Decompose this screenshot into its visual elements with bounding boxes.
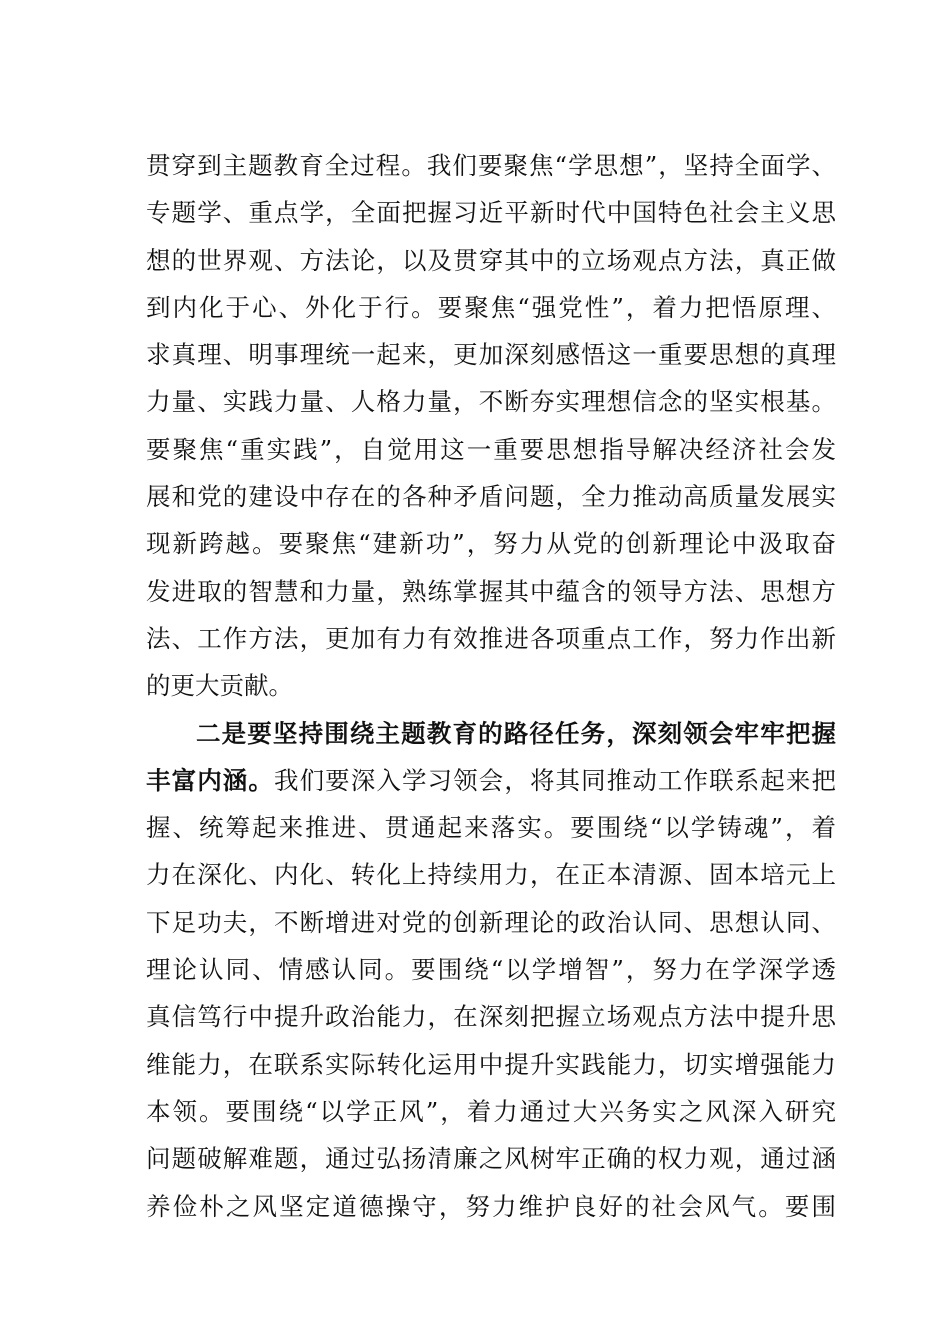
text-line: 真信笃行中提升政治能力，在深刻把握立场观点方法中提升思	[146, 1002, 836, 1032]
text-line: 养俭朴之风坚定道德操守，努力维护良好的社会风气。要围	[146, 1191, 836, 1221]
text-line: 贯穿到主题教育全过程。我们要聚焦“学思想”，坚持全面学、	[146, 151, 836, 180]
paragraph-heading	[146, 710, 836, 757]
text-line: 求真理、明事理统一起来，更加深刻感悟这一重要思想的真理	[146, 340, 836, 370]
text-line: 专题学、重点学，全面把握习近平新时代中国特色社会主义思	[146, 198, 836, 228]
text-line: 握、统筹起来推进、贯通起来落实。要围绕“以学铸魂”，着	[146, 813, 836, 843]
text-line: 力量、实践力量、人格力量，不断夯实理想信念的坚实根基。	[146, 387, 836, 417]
text-line: 展和党的建设中存在的各种矛盾问题，全力推动高质量发展实	[146, 482, 836, 512]
text-line	[146, 757, 836, 804]
text-line: 法、工作方法，更加有力有效推进各项重点工作，努力作出新	[146, 623, 836, 653]
text-line: 维能力，在联系实际转化运用中提升实践能力，切实增强能力	[146, 1049, 836, 1079]
body-text	[146, 142, 836, 1230]
paragraph-heading-tail: 丰富内涵。	[146, 765, 274, 795]
paragraph-heading-text: 二是要坚持围绕主题教育的路径任务，深刻领会牢牢把握	[196, 718, 836, 748]
text-line: 下足功夫，不断增进对党的创新理论的政治认同、思想认同、	[146, 907, 836, 937]
text-line: 本领。要围绕“以学正风”，着力通过大兴务实之风深入研究	[146, 1096, 836, 1126]
text-line: 力在深化、内化、转化上持续用力，在正本清源、固本培元上	[146, 860, 836, 890]
text-line: 发进取的智慧和力量，熟练掌握其中蕴含的领导方法、思想方	[146, 576, 836, 606]
text-line: 问题破解难题，通过弘扬清廉之风树牢正确的权力观，通过涵	[146, 1144, 836, 1174]
text-line: 的更大贡献。	[146, 671, 293, 701]
text-line: 理论认同、情感认同。要围绕“以学增智”，努力在学深学透	[146, 955, 836, 985]
text-line: 现新跨越。要聚焦“建新功”，努力从党的创新理论中汲取奋	[146, 529, 836, 559]
text-line: 要聚焦“重实践”，自觉用这一重要思想指导解决经济社会发	[146, 434, 836, 464]
text-line-rest: 我们要深入学习领会，将其同推动工作联系起来把	[273, 765, 837, 795]
text-line: 到内化于心、外化于行。要聚焦“强党性”，着力把悟原理、	[146, 292, 836, 322]
text-line: 想的世界观、方法论，以及贯穿其中的立场观点方法，真正做	[146, 245, 836, 275]
